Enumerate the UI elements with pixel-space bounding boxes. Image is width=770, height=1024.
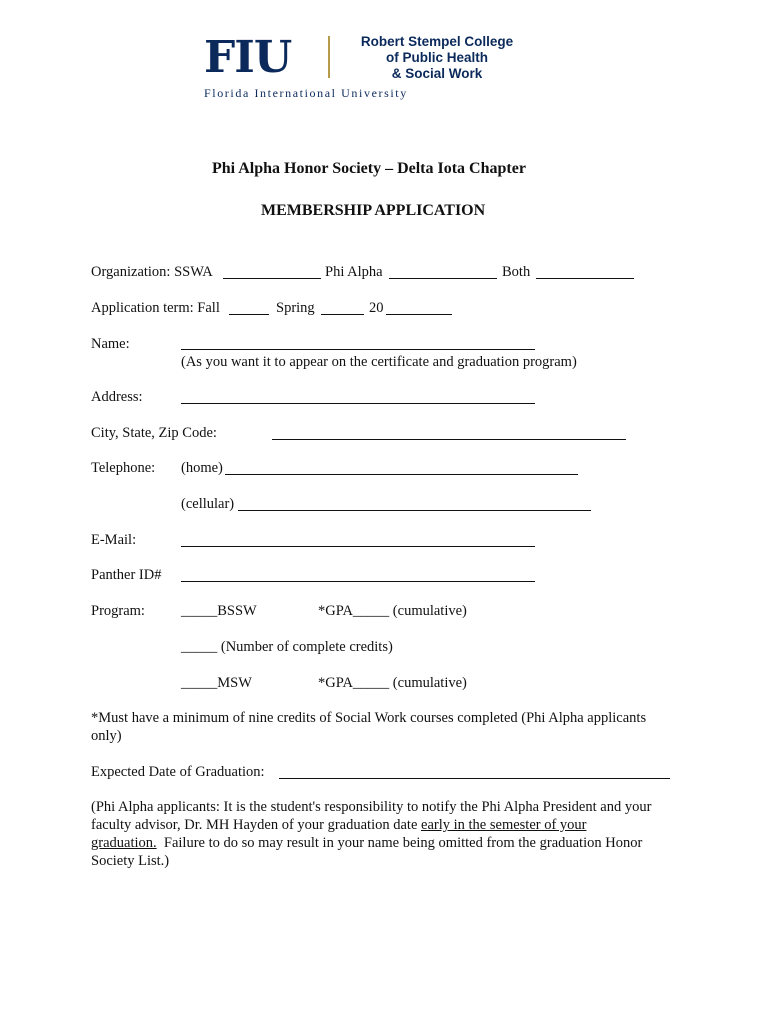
email-label: E-Mail: bbox=[91, 532, 137, 548]
form-title: Phi Alpha Honor Society – Delta Iota Chapter bbox=[212, 160, 526, 177]
fall-blank[interactable] bbox=[229, 314, 269, 315]
college-line-2: of Public Health bbox=[385, 50, 488, 65]
fiu-wordmark: FIU bbox=[204, 32, 292, 83]
home-phone-field[interactable] bbox=[225, 474, 578, 475]
msw-gpa[interactable]: *GPA_____ (cumulative) bbox=[318, 675, 467, 691]
form-subtitle: MEMBERSHIP APPLICATION bbox=[261, 202, 486, 219]
both-label: Both bbox=[502, 264, 531, 280]
cell-phone-field[interactable] bbox=[238, 510, 591, 511]
term-label: Application term: Fall bbox=[91, 300, 220, 316]
year-blank[interactable] bbox=[386, 314, 452, 315]
organization-label: Organization: SSWA bbox=[91, 264, 213, 280]
credits-footnote-line-2: only) bbox=[91, 728, 122, 744]
cellular-label: (cellular) bbox=[181, 496, 235, 512]
name-label: Name: bbox=[91, 336, 130, 352]
college-name bbox=[348, 34, 526, 82]
address-label: Address: bbox=[91, 389, 143, 405]
address-field[interactable] bbox=[181, 403, 535, 404]
credits-footnote-line-1: *Must have a minimum of nine credits of Social Work courses completed (Phi Alpha applicants bbox=[91, 710, 647, 726]
fiu-logo bbox=[198, 30, 528, 102]
city-field[interactable] bbox=[272, 439, 626, 440]
email-field[interactable] bbox=[181, 546, 535, 547]
name-note: (As you want it to appear on the certificate and graduation program) bbox=[181, 354, 577, 370]
notice-line-4: Society List.) bbox=[91, 853, 170, 869]
university-name: Florida International University bbox=[204, 86, 408, 100]
bssw-gpa[interactable]: *GPA_____ (cumulative) bbox=[318, 603, 467, 619]
bssw-option[interactable]: _____BSSW bbox=[181, 603, 257, 619]
panther-id-field[interactable] bbox=[181, 581, 535, 582]
notice-emphasis-1: early in the semester of your bbox=[421, 817, 587, 833]
notice-emphasis-2: graduation. bbox=[91, 835, 157, 851]
both-blank[interactable] bbox=[536, 278, 634, 279]
notice-line-2-text: faculty advisor, Dr. MH Hayden of your graduation date bbox=[91, 817, 422, 833]
graduation-label: Expected Date of Graduation: bbox=[91, 764, 265, 780]
sswa-blank[interactable] bbox=[223, 278, 321, 279]
college-line-1: Robert Stempel College bbox=[360, 34, 514, 49]
telephone-label: Telephone: bbox=[91, 460, 156, 476]
city-label: City, State, Zip Code: bbox=[91, 425, 217, 441]
college-line-3: & Social Work bbox=[391, 66, 483, 81]
phi-alpha-label: Phi Alpha bbox=[325, 264, 383, 280]
credits-field[interactable]: _____ (Number of complete credits) bbox=[181, 639, 393, 655]
phi-alpha-blank[interactable] bbox=[389, 278, 497, 279]
notice-line-1: (Phi Alpha applicants: It is the student's responsibility to notify the Phi Alpha President and your bbox=[91, 799, 652, 815]
notice-line-3 bbox=[91, 835, 642, 852]
spring-blank[interactable] bbox=[321, 314, 364, 315]
logo-divider bbox=[328, 36, 330, 78]
notice-line-3-text: Failure to do so may result in your name being omitted from the graduation Honor bbox=[156, 835, 643, 851]
spring-label: Spring bbox=[276, 300, 315, 316]
panther-id-label: Panther ID# bbox=[91, 567, 162, 583]
notice-line-2 bbox=[91, 817, 587, 834]
year-label: 20 bbox=[369, 300, 384, 316]
name-field[interactable] bbox=[181, 349, 535, 350]
graduation-date-field[interactable] bbox=[279, 778, 670, 779]
home-label: (home) bbox=[181, 460, 223, 476]
program-label: Program: bbox=[91, 603, 145, 619]
msw-option[interactable]: _____MSW bbox=[181, 675, 252, 691]
